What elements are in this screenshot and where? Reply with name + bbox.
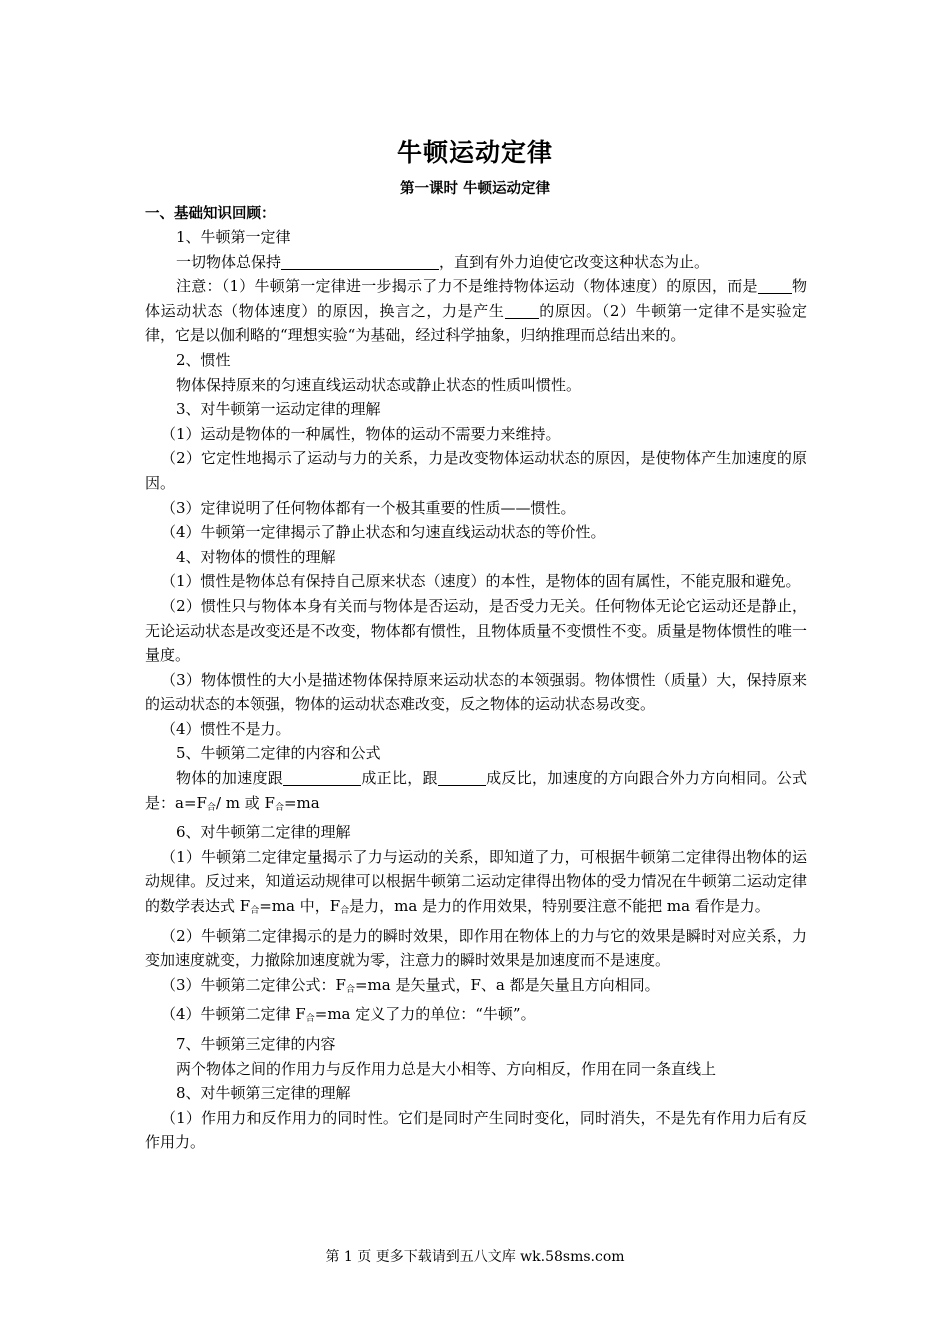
document-body (145, 225, 807, 1155)
heading-second-law: 5、牛顿第二定律的内容和公式 (176, 744, 381, 763)
list-item: （1）惯性是物体总有保持自己原来状态（速度）的本性，是物体的固有属性，不能克服和避免。 (161, 572, 801, 591)
fill-blank (281, 251, 439, 270)
list-item: （4）牛顿第一定律揭示了静止状态和匀速直线运动状态的等价性。 (161, 523, 606, 542)
heading-first-law-understanding: 3、对牛顿第一运动定律的理解 (176, 400, 381, 419)
list-item: （1）牛顿第二定律定量揭示了力与运动的关系，即知道了力，可根据牛顿第二定律得出物体的运动规律。反过来，知道运动规律可以根据牛顿第二运动定律得出物体的受力情况在牛顿第二运动定律的数学表达式 $F_合=ma$ 中，$F_合$是力，ma 是力的作用效果，特别要注意不能把 ma 看作是力。 (145, 847, 807, 917)
heading-second-law-understanding: 6、对牛顿第二定律的理解 (176, 823, 351, 842)
list-item: （4）惯性不是力。 (161, 719, 291, 738)
paragraph-third-law: 两个物体之间的作用力与反作用力总是大小相等、方向相反，作用在同一条直线上 (176, 1059, 717, 1078)
page-title: 牛顿运动定律 (396, 138, 553, 167)
lesson-subtitle: 第一课时 牛顿运动定律 (399, 181, 551, 197)
list-item: （2）惯性只与物体本身有关而与物体是否运动，是否受力无关。任何物体无论它运动还是静止，无论运动状态是改变还是不改变，物体都有惯性，且物体质量不变惯性不变。质量是物体惯性的唯一量度。 (145, 596, 807, 665)
paragraph-inertia: 物体保持原来的匀速直线运动状态或静止状态的性质叫惯性。 (176, 375, 582, 394)
list-item: （3）物体惯性的大小是描述物体保持原来运动状态的本领强弱。物体惯性（质量）大，保持原来的运动状态的本领强，物体的运动状态难改变，反之物体的运动状态易改变。 (145, 670, 807, 714)
heading-inertia: 2、惯性 (176, 350, 231, 369)
list-item: （4）牛顿第二定律 $F_合=ma$ 定义了力的单位：“牛顿”。 (161, 1005, 536, 1025)
section-heading: 一、基础知识回顾： (145, 206, 276, 222)
fill-blank (758, 275, 792, 294)
heading-third-law-understanding: 8、对牛顿第三定律的理解 (176, 1084, 351, 1103)
list-item: （1）运动是物体的一种属性，物体的运动不需要力来维持。 (161, 424, 561, 443)
page-footer: 第 1 页 更多下载请到五八文库 wk.58sms.com (325, 1249, 625, 1265)
paragraph-first-law: 一切物体总保持 ，直到有外力迫使它改变这种状态为止。 (176, 252, 710, 271)
list-item: （1）作用力和反作用力的同时性。它们是同时产生同时变化，同时消失，不是先有作用力后有反作用力。 (145, 1108, 807, 1152)
heading-inertia-understanding: 4、对物体的惯性的理解 (176, 547, 336, 566)
list-item: （2）它定性地揭示了运动与力的关系，力是改变物体运动状态的原因，是使物体产生加速度的原因。 (145, 449, 807, 492)
list-item: （3）定律说明了任何物体都有一个极其重要的性质——惯性。 (161, 498, 576, 517)
paragraph-second-law: 物体的加速度跟 成正比，跟 成反比，加速度的方向跟合外力方向相同。公式是：$a=F_合/$ m 或 $F_合=ma$ (145, 769, 807, 813)
paragraph-note: 注意：（1）牛顿第一定律进一步揭示了力不是维持物体运动（物体速度）的原因，而是 物体运动状态（物体速度）的原因，换言之，力是产生 的原因。（2）牛顿第一定律不是实验定律，它是以伽利略的“理想实验“为基础，经过科学抽象，归纳推理而总结出来的。 (145, 277, 807, 345)
fill-blank (438, 767, 486, 786)
heading-third-law: 7、牛顿第三定律的内容 (176, 1035, 336, 1053)
fill-blank (505, 300, 539, 319)
heading-first-law: 1、牛顿第一定律 (176, 228, 291, 246)
list-item: （3）牛顿第二定律公式：$F_合=ma$ 是矢量式，F、a 都是矢量且方向相同。 (161, 975, 660, 995)
fill-blank (283, 767, 361, 786)
list-item: （2）牛顿第二定律揭示的是力的瞬时效果，即作用在物体上的力与它的效果是瞬时对应关系，力变加速度就变，力撤除加速度就为零，注意力的瞬时效果是加速度而不是速度。 (145, 926, 807, 970)
